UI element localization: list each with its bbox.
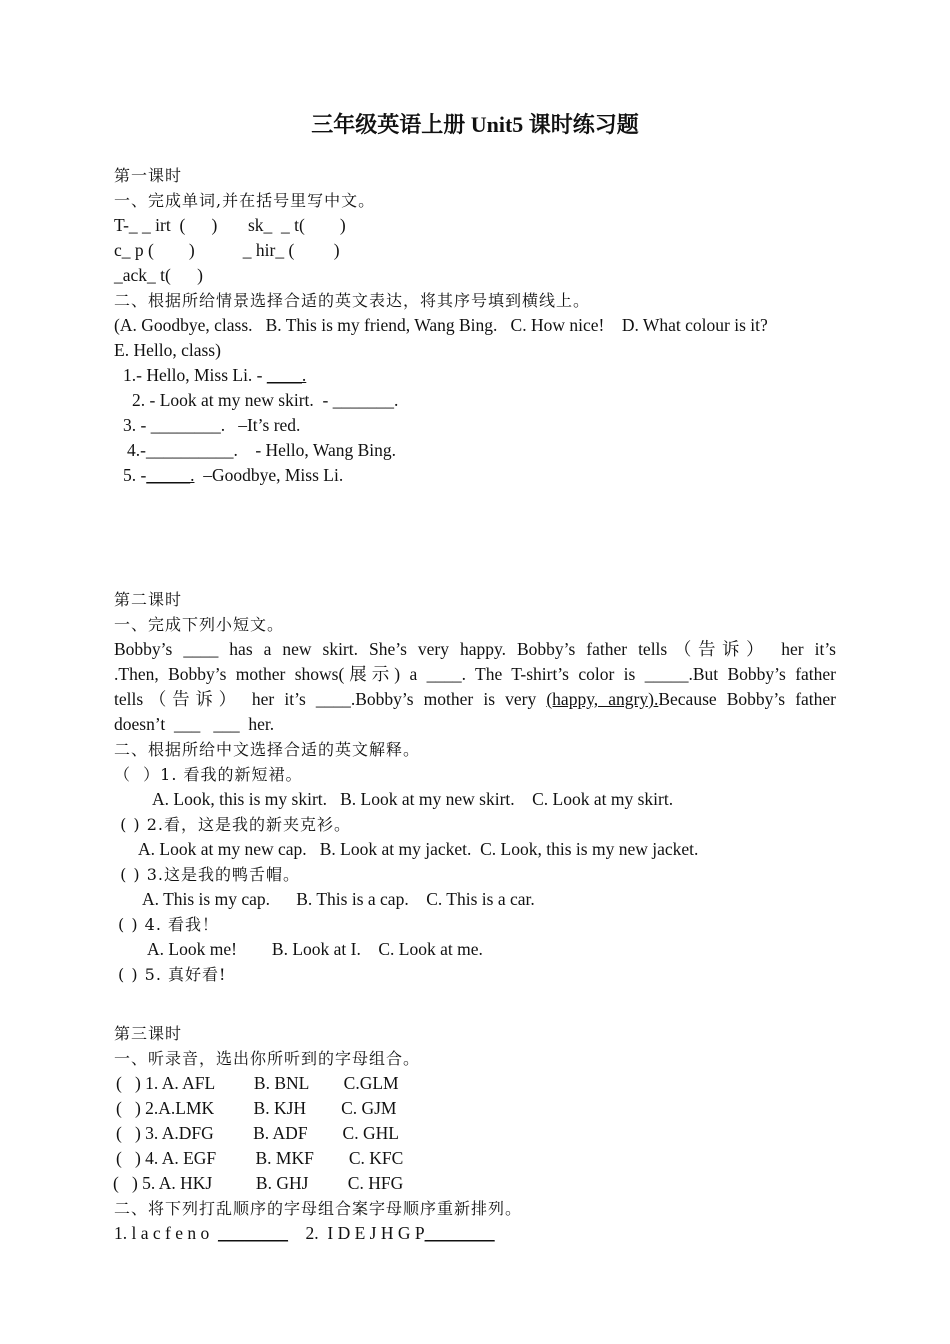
listening-item-1: ( ) 1. A. AFL B. BNL C.GLM: [116, 1073, 399, 1093]
choice-q3: ( ) 3.这是我的鸭舌帽。: [114, 865, 301, 884]
options-line-1: (A. Goodbye, class. B. This is my friend, Wang Bing. C. How nice! D. What colour is it?: [114, 315, 768, 335]
choice-q5: ( ) 5. 真好看!: [118, 965, 227, 984]
dialogue-q1: [123, 363, 306, 388]
lesson3-part1-instruction: 一、听录音，选出你所听到的字母组合。: [114, 1049, 421, 1068]
lesson1-part2-instruction: 二、根据所给情景选择合适的英文表达，将其序号填到横线上。: [114, 291, 591, 310]
lesson2-part2-instruction: 二、根据所给中文选择合适的英文解释。: [114, 740, 421, 759]
listening-item-4: ( ) 4. A. EGF B. MKF C. KFC: [116, 1148, 404, 1168]
choice-q1: （ ）1. 看我的新短裙。: [114, 765, 303, 784]
lesson1-heading: 第一课时: [114, 166, 183, 185]
reorder-2-blank: ________: [424, 1223, 495, 1243]
dialogue-q1-text: 1.- Hello, Miss Li. -: [123, 365, 267, 385]
lesson2-part1-instruction: 一、完成下列小短文。: [114, 615, 285, 634]
lesson3-part2-instruction: 二、将下列打乱顺序的字母组合案字母顺序重新排列。: [114, 1199, 523, 1218]
passage-line-4: doesn’t ___ ___ her.: [114, 714, 275, 734]
passage-answer-underlined: (happy, angry).: [546, 689, 659, 709]
passage-line-3: [114, 687, 836, 712]
lesson3-heading: 第三课时: [114, 1024, 183, 1043]
choice-q2: ( ) 2.看，这是我的新夹克衫。: [114, 815, 352, 834]
page-title: 三年级英语上册 Unit5 课时练习题: [311, 112, 639, 137]
reorder-2-letters: 2. I D E J H G P: [288, 1223, 425, 1243]
lesson1-part1-instruction: 一、完成单词,并在括号里写中文。: [114, 191, 376, 210]
reorder-line: [114, 1221, 495, 1246]
word-row-3: _ack_ t( ): [114, 265, 203, 285]
listening-item-5: ( ) 5. A. HKJ B. GHJ C. HFG: [113, 1173, 404, 1193]
dialogue-q5-prefix: 5. -: [123, 465, 147, 485]
reorder-1-blank: ________: [218, 1223, 288, 1243]
lesson2-heading: 第二课时: [114, 590, 183, 609]
dialogue-q5: [123, 463, 343, 488]
passage-line-3-b: Because Bobby’s father: [658, 689, 837, 709]
passage-line-3-a: tells（告诉） her it’s ____.Bobby’s mother is very: [114, 689, 547, 709]
word-row-1: T-_ _ irt ( ) sk_ _ t( ): [114, 215, 346, 235]
choice-q4: ( ) 4. 看我！: [118, 915, 220, 934]
dialogue-q2: 2. - Look at my new skirt. - _______.: [132, 390, 399, 410]
dialogue-q3: 3. - ________. –It’s red.: [123, 415, 301, 435]
dialogue-q1-blank: ____.: [266, 365, 307, 385]
dialogue-q4: 4.-__________. - Hello, Wang Bing.: [127, 440, 397, 460]
choice-q1-options: A. Look, this is my skirt. B. Look at my new skirt. C. Look at my skirt.: [152, 789, 674, 809]
word-row-2: c_ p ( ) _ hir_ ( ): [114, 240, 340, 260]
passage-line-1: Bobby’s ____ has a new skirt. She’s very happy. Bobby’s father tells（告诉） her it’s: [114, 639, 836, 659]
reorder-1-letters: 1. l a c f e n o: [114, 1223, 218, 1243]
dialogue-q5-blank: _____.: [146, 465, 195, 485]
choice-q3-options: A. This is my cap. B. This is a cap. C. This is a car.: [142, 889, 535, 909]
choice-q4-options: A. Look me! B. Look at I. C. Look at me.: [147, 939, 483, 959]
choice-q2-options: A. Look at my new cap. B. Look at my jacket. C. Look, this is my new jacket.: [138, 839, 699, 859]
passage-line-2: .Then, Bobby’s mother shows(展示) a ____. The T-shirt’s color is _____.But Bobby’s father: [114, 664, 836, 684]
dialogue-q5-suffix: –Goodbye, Miss Li.: [194, 465, 344, 485]
listening-item-2: ( ) 2.A.LMK B. KJH C. GJM: [116, 1098, 397, 1118]
options-line-2: E. Hello, class): [114, 340, 221, 360]
listening-item-3: ( ) 3. A.DFG B. ADF C. GHL: [116, 1123, 399, 1143]
